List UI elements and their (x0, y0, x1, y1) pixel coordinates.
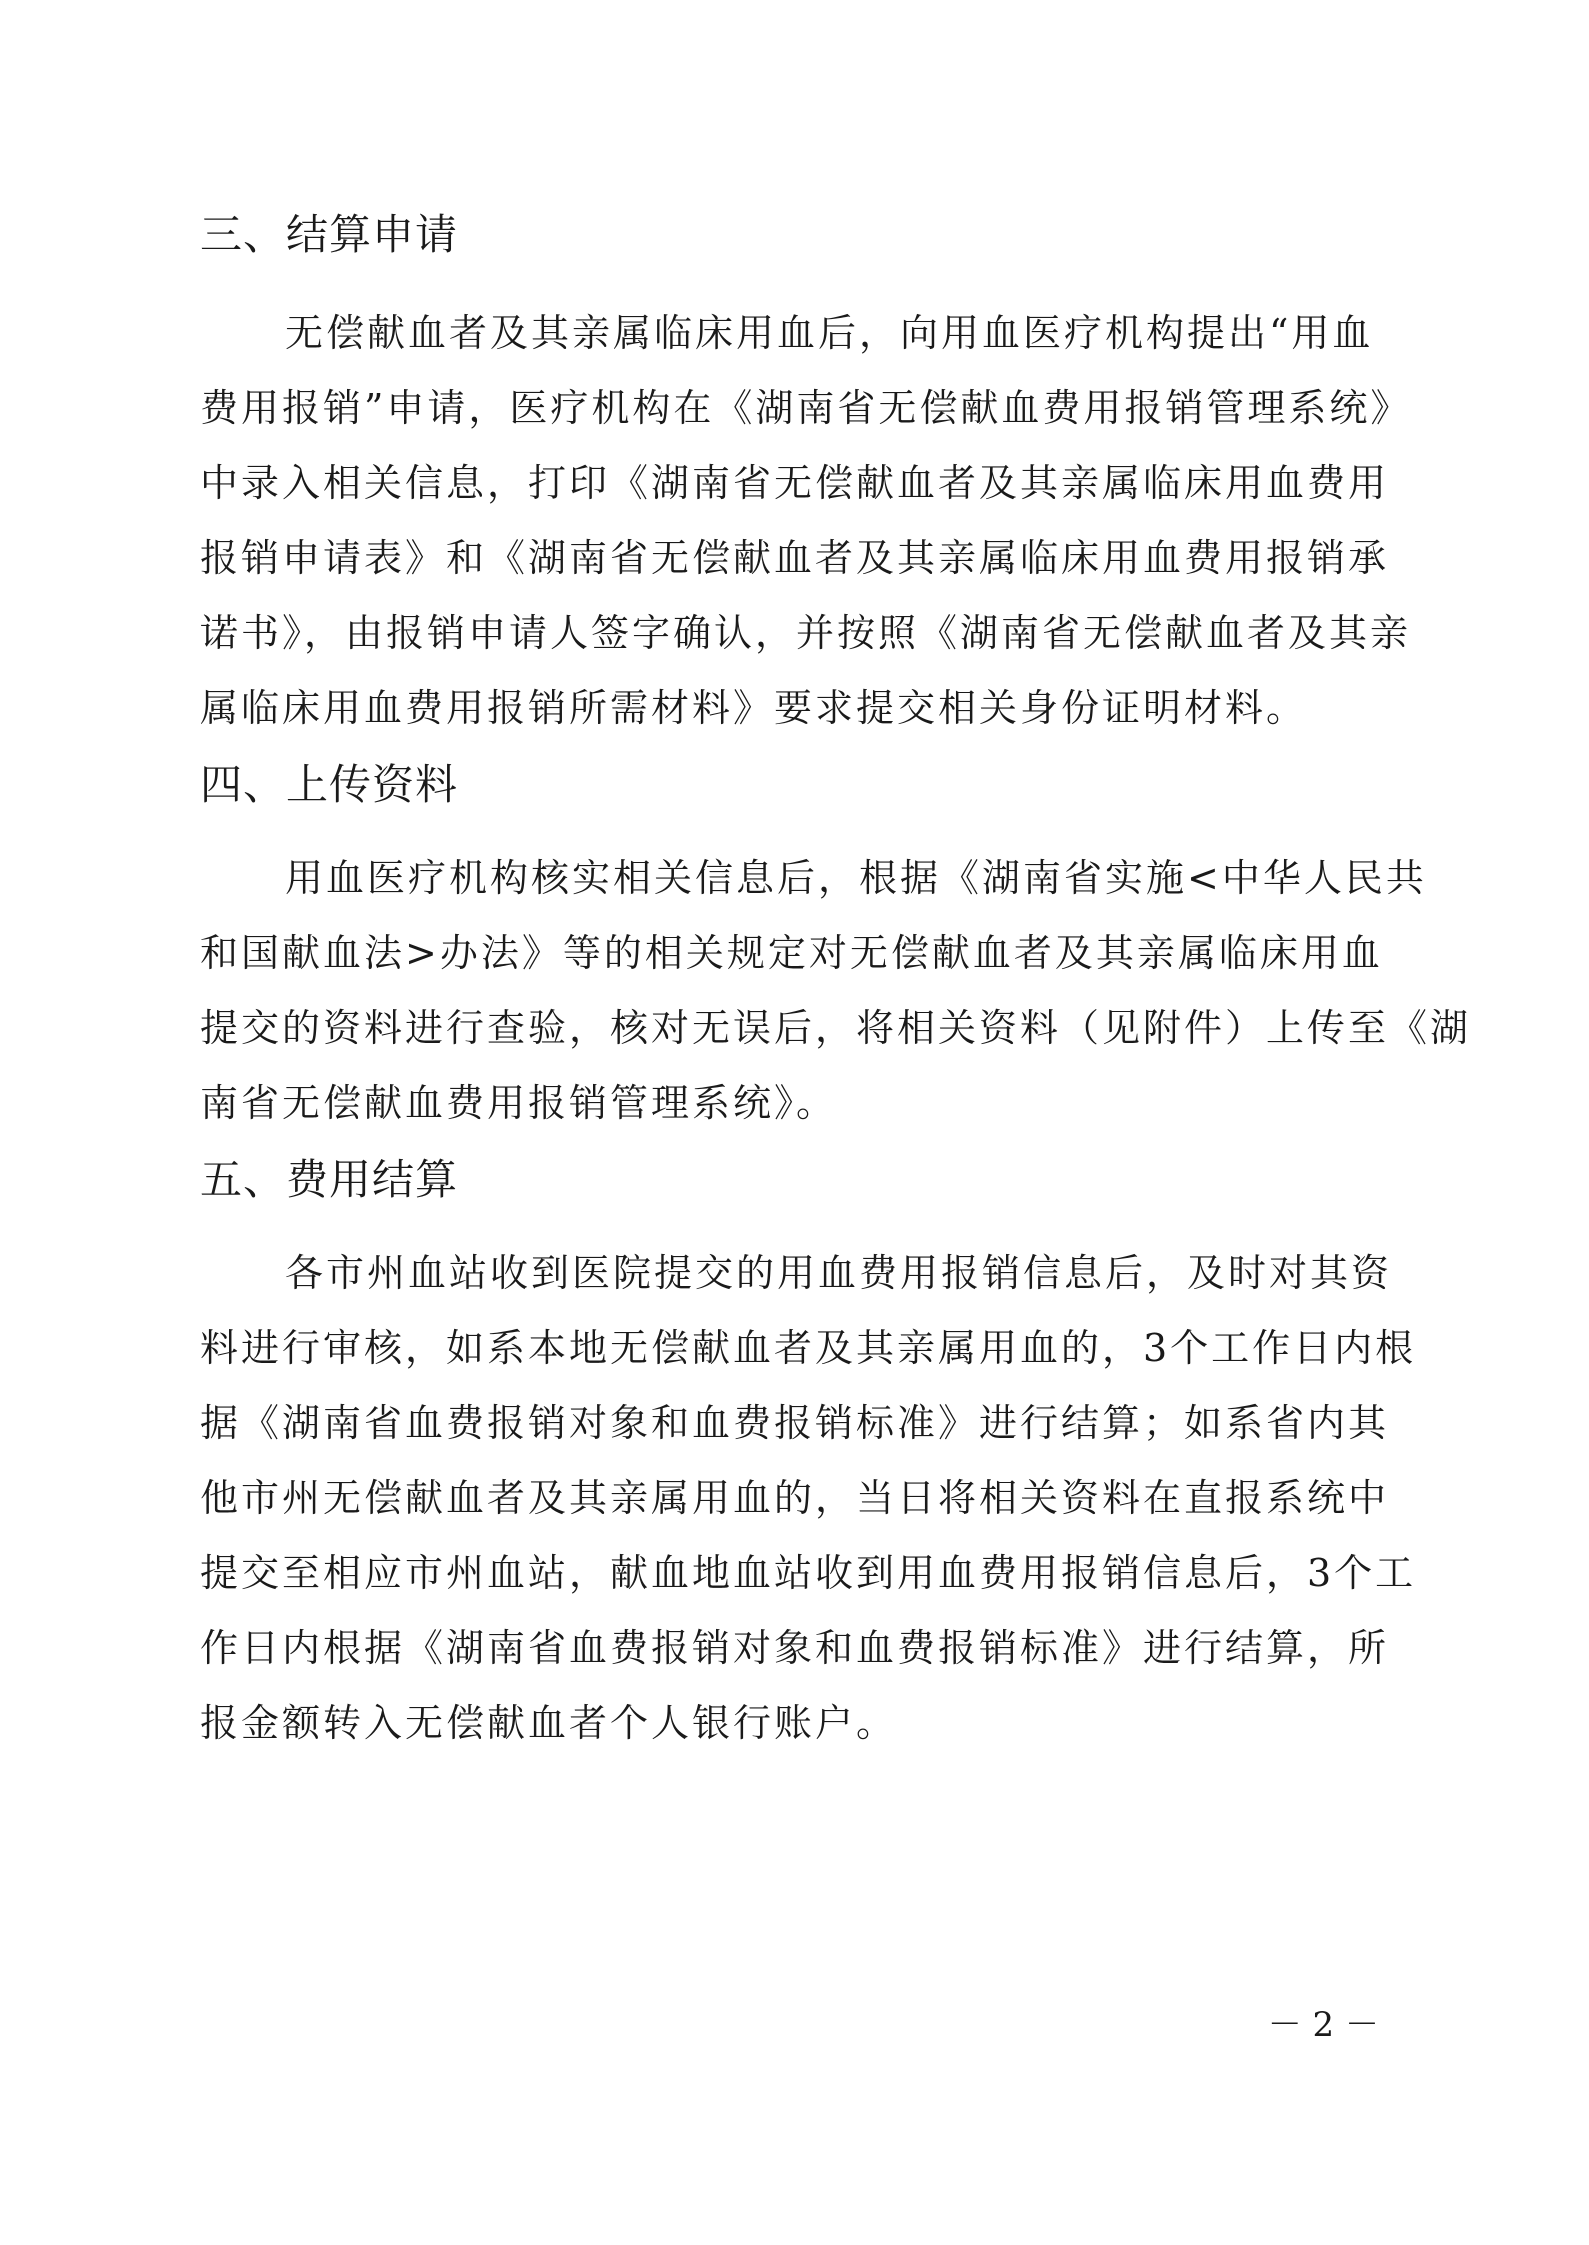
page-number: － 2 － (1267, 2005, 1379, 2045)
paragraph-line: 料进行审核，如系本地无偿献血者及其亲属用血的，3个工作日内根 (200, 1326, 1417, 1370)
section-heading-upload-materials: 四、上传资料 (200, 760, 459, 809)
paragraph-line: 南省无偿献血费用报销管理系统》。 (200, 1081, 838, 1125)
paragraph-line: 中录入相关信息，打印《湖南省无偿献血者及其亲属临床用血费用 (200, 461, 1390, 505)
section-heading-fee-settlement: 五、费用结算 (200, 1155, 459, 1204)
paragraph-line: 报金额转入无偿献血者个人银行账户。 (200, 1701, 898, 1745)
paragraph-line: 属临床用血费用报销所需材料》要求提交相关身份证明材料。 (200, 686, 1308, 730)
section-heading-settlement-application: 三、结算申请 (200, 210, 459, 259)
paragraph-line: 他市州无偿献血者及其亲属用血的，当日将相关资料在直报系统中 (200, 1476, 1390, 1520)
paragraph-line: 提交的资料进行查验，核对无误后，将相关资料（见附件）上传至《湖 (200, 1006, 1472, 1050)
paragraph-line: 无偿献血者及其亲属临床用血后，向用血医疗机构提出“用血 (285, 311, 1374, 355)
paragraph-line: 和国献血法>办法》等的相关规定对无偿献血者及其亲属临床用血 (200, 931, 1383, 975)
paragraph-line: 报销申请表》和《湖南省无偿献血者及其亲属临床用血费用报销承 (200, 536, 1390, 580)
paragraph-line: 据《湖南省血费报销对象和血费报销标准》进行结算；如系省内其 (200, 1401, 1390, 1445)
paragraph-line: 各市州血站收到医院提交的用血费用报销信息后，及时对其资 (285, 1251, 1393, 1295)
paragraph-line: 诺书》，由报销申请人签字确认，并按照《湖南省无偿献血者及其亲 (200, 611, 1412, 655)
paragraph-line: 费用报销”申请，医疗机构在《湖南省无偿献血费用报销管理系统》 (200, 386, 1412, 430)
paragraph-line: 用血医疗机构核实相关信息后，根据《湖南省实施<中华人民共 (285, 856, 1427, 900)
paragraph-line: 作日内根据《湖南省血费报销对象和血费报销标准》进行结算，所 (200, 1626, 1390, 1670)
paragraph-line: 提交至相应市州血站，献血地血站收到用血费用报销信息后，3个工 (200, 1551, 1417, 1595)
